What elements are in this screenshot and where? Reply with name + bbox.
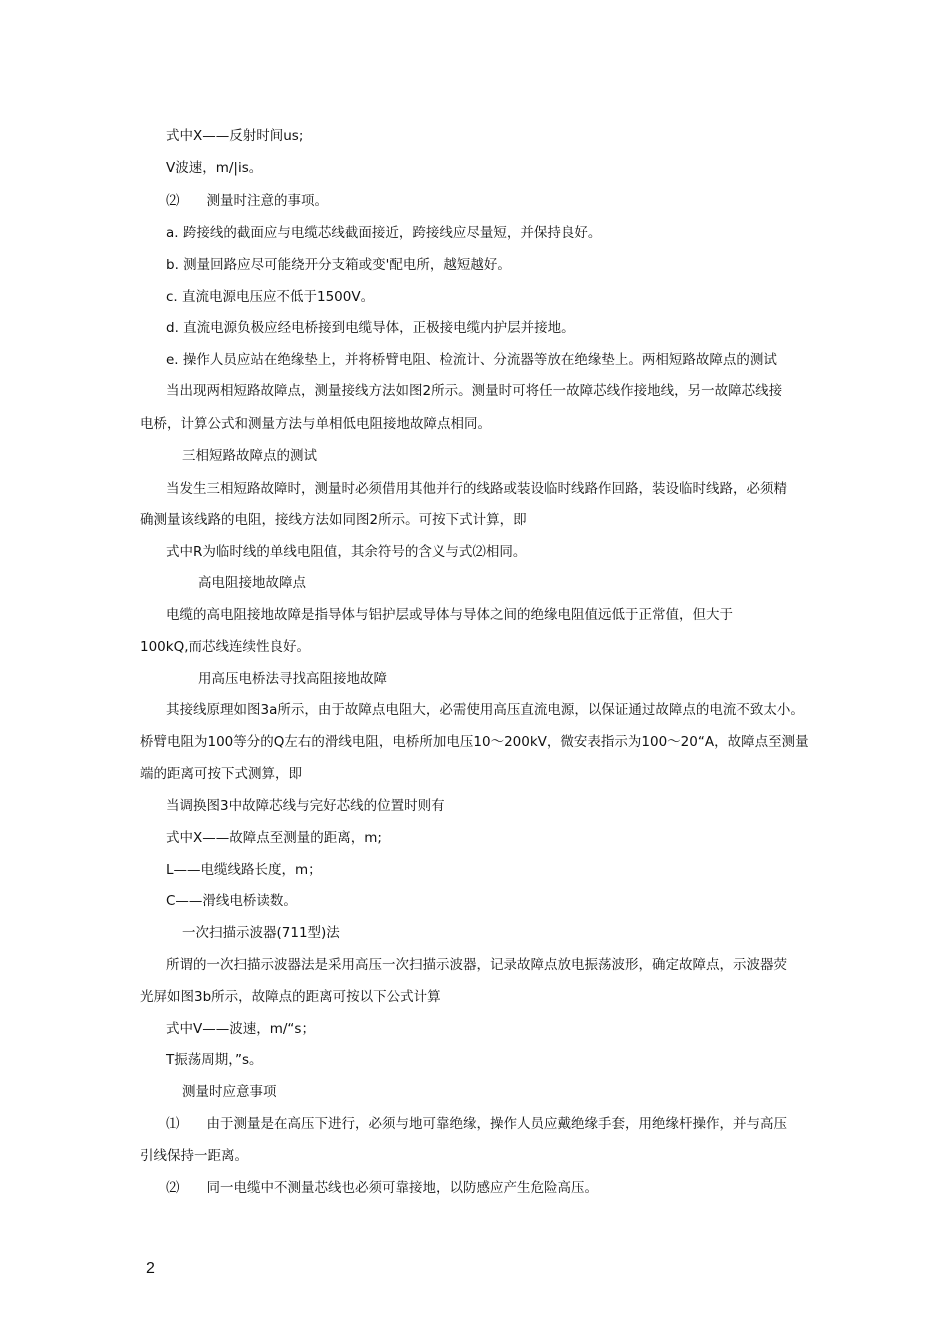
text-line: 式中X——反射时间us;	[166, 128, 304, 144]
text-line: 引线保持一距离。	[140, 1148, 248, 1164]
text-line: 当发生三相短路故障时，测量时必须借用其他并行的线路或装设临时线路作回路，装设临时线路，必须精	[166, 481, 787, 497]
text-line: 电缆的高电阻接地故障是指导体与铝护层或导体与导体之间的绝缘电阻值远低于正常值，但大于	[166, 607, 733, 623]
text-line: 所谓的一次扫描示波器法是采用高压一次扫描示波器，记录故障点放电振荡波形，确定故障点，示波器荧	[166, 957, 787, 973]
text-line: 端的距离可按下式测算，即	[140, 766, 302, 782]
text-line: 100kQ,而芯线连续性良好。	[140, 639, 311, 655]
section-heading: 高电阻接地故障点	[198, 575, 306, 591]
text-line: a. 跨接线的截面应与电缆芯线截面接近，跨接线应尽量短，并保持良好。	[166, 225, 602, 241]
text-line: c. 直流电源电压应不低于1500V。	[166, 289, 375, 305]
text-line: 桥臂电阻为100等分的Q左右的滑线电阻，电桥所加电压10～200kV，微安表指示为100～20“A，故障点至测量	[140, 734, 809, 750]
text-line: 式中R为临时线的单线电阻值，其余符号的含义与式⑵相同。	[166, 544, 527, 560]
text-line: ⑵ 同一电缆中不测量芯线也必须可靠接地，以防感应产生危险高压。	[166, 1180, 598, 1196]
text-line: 当出现两相短路故障点，测量接线方法如图2所示。测量时可将任一故障芯线作接地线，另一故障芯线接	[166, 383, 783, 399]
text-line: C——滑线电桥读数。	[166, 893, 297, 909]
text-line: b. 测量回路应尽可能绕开分支箱或变'配电所，越短越好。	[166, 257, 511, 273]
section-heading: 测量时应意事项	[182, 1084, 277, 1100]
section-heading: 一次扫描示波器(711型)法	[182, 925, 340, 941]
section-heading: 三相短路故障点的测试	[182, 448, 317, 464]
text-line: T振荡周期，”s。	[166, 1052, 263, 1068]
section-heading: 用高压电桥法寻找高阻接地故障	[198, 671, 387, 687]
text-line: e. 操作人员应站在绝缘垫上，并将桥臂电阻、检流计、分流器等放在绝缘垫上。两相短路故障点的测试	[166, 352, 777, 368]
text-line: ⑴ 由于测量是在高压下进行，必须与地可靠绝缘，操作人员应戴绝缘手套，用绝缘杆操作，并与高压	[166, 1116, 787, 1132]
text-line: 式中X——故障点至测量的距离，m;	[166, 830, 382, 846]
text-line: 电桥，计算公式和测量方法与单相低电阻接地故障点相同。	[140, 416, 491, 432]
text-line: 光屏如图3b所示，故障点的距离可按以下公式计算	[140, 989, 441, 1005]
text-line: 确测量该线路的电阻，接线方法如同图2所示。可按下式计算，即	[140, 512, 527, 528]
page-number: 2	[146, 1260, 155, 1277]
text-line: L——电缆线路长度，m；	[166, 862, 322, 878]
text-line: V波速，m/|is。	[166, 160, 263, 176]
text-line: 式中V——波速，m/“s；	[166, 1021, 315, 1037]
text-line: 其接线原理如图3a所示，由于故障点电阻大，必需使用高压直流电源，以保证通过故障点的电流不致太小。	[166, 702, 804, 718]
text-line: ⑵ 测量时注意的事项。	[166, 193, 328, 209]
text-line: d. 直流电源负极应经电桥接到电缆导体，正极接电缆内护层并接地。	[166, 320, 575, 336]
text-line: 当调换图3中故障芯线与完好芯线的位置时则有	[166, 798, 445, 814]
